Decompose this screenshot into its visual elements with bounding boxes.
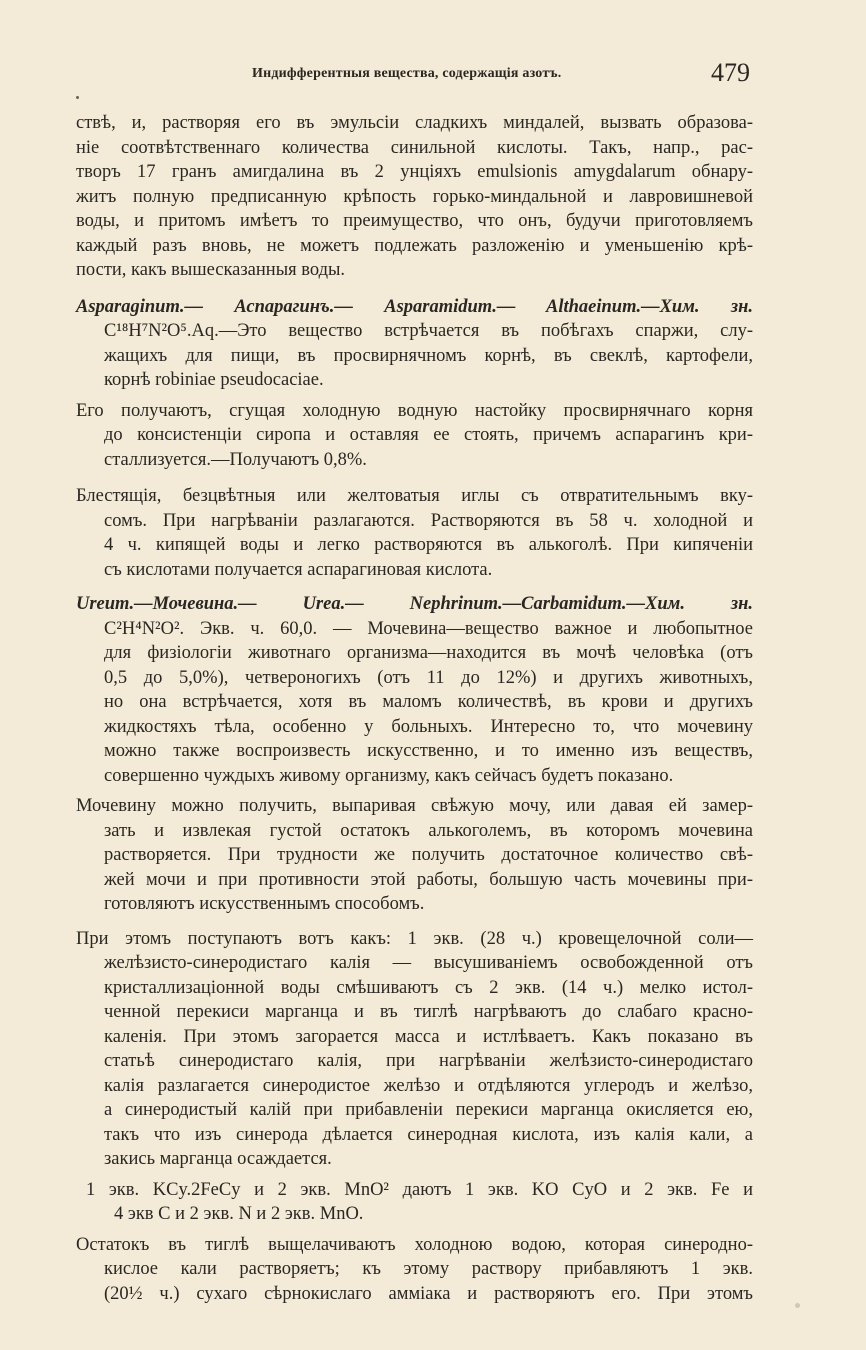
text-line: Мочевину можно получить, выпаривая свѣжую мочу, или давая ей замер-	[76, 796, 753, 816]
text-line: для физіологіи животнаго организма—находится въ мочѣ человѣка (отъ	[104, 643, 753, 663]
text-line: сомъ. При нагрѣваніи разлагаются. Растворяются въ 58 ч. холодной и	[104, 510, 753, 531]
text-line: желѣзисто-синеродистаго калія — высушиваніемъ освобожденной отъ	[104, 953, 753, 973]
text-line: пости, какъ вышесказанныя воды.	[76, 260, 346, 280]
equation-line: 4 экв C и 2 экв. N и 2 экв. MnO.	[114, 1204, 364, 1224]
text-line: такъ что изъ синерода дѣлается синеродная кислота, изъ калія кали, а	[104, 1124, 753, 1145]
text-line: кислое кали растворяетъ; къ этому раствору прибавляютъ 1 экв.	[104, 1259, 753, 1279]
text-line: статьѣ синеродистаго калія, при нагрѣваніи желѣзисто-синеродистаго	[104, 1051, 753, 1071]
page-body	[76, 111, 753, 1319]
text-line: житъ полную предписанную крѣпость горько-миндальной и лавровишневой	[76, 186, 753, 207]
text-line: каждый разъ вновь, не можетъ подлежать разложенію и уменьшенію крѣ-	[76, 235, 753, 256]
text-line: корнѣ robiniae pseudocaciae.	[104, 370, 324, 390]
page-number: 479	[711, 58, 750, 87]
text-line: C²H⁴N²O². Экв. ч. 60,0. — Мочевина—вещество важное и любопытное	[104, 618, 753, 639]
text-line: зать и извлекая густой остатокъ алькоголемъ, въ которомъ мочевина	[104, 820, 753, 841]
entry-heading: Ureum.—Мочевина.— Urea.— Nephrinum.—Carbamidum.—Хим. зн.	[76, 594, 753, 614]
text-line: ченной перекиси марганца и въ тиглѣ нагрѣваютъ до слабаго красно-	[104, 1002, 753, 1022]
text-line: до консистенціи сиропа и оставляя ее стоять, причемъ аспарагинъ кри-	[104, 425, 753, 445]
text-line: а синеродистый калій при прибавленіи перекиси марганца окисляется ею,	[104, 1100, 753, 1120]
paragraph-urea-synthesis	[76, 927, 753, 1172]
paragraph-equation	[76, 1178, 753, 1227]
paragraph-asparagine-heading	[76, 295, 753, 393]
paragraph-asparagine-preparation	[76, 399, 753, 473]
text-line: закись марганца осаждается.	[104, 1149, 332, 1169]
text-line: воды, и притомъ имѣетъ то преимущество, что онъ, будучи приготовляемъ	[76, 211, 753, 231]
ink-speck	[76, 96, 79, 99]
text-line: ніе соотвѣтственнаго количества синильной кислоты. Такъ, напр., рас-	[76, 137, 753, 158]
text-line: Остатокъ въ тиглѣ выщелачиваютъ холодною водою, которая синеродно-	[76, 1234, 753, 1255]
text-line: ствѣ, и, растворяя его въ эмульсіи сладкихъ миндалей, вызвать образова-	[76, 113, 753, 133]
text-line: совершенно чуждыхъ живому организму, какъ сейчасъ будетъ показано.	[104, 765, 674, 786]
text-line: жидкостяхъ тѣла, особенно у больныхъ. Интересно то, что мочевину	[104, 716, 753, 737]
text-line: жащихъ для пищи, въ просвирнячномъ корнѣ, въ свеклѣ, картофели,	[104, 345, 753, 366]
text-line: можно также воспроизвесть искусственно, и то именно изъ веществъ,	[104, 741, 753, 761]
text-line: съ кислотами получается аспарагиновая кислота.	[104, 559, 493, 580]
paper-speck	[795, 1303, 800, 1308]
text-line: кристаллизаціонной воды смѣшиваютъ съ 2 экв. (14 ч.) мелко истол-	[104, 977, 753, 998]
text-line: творъ 17 гранъ амигдалина въ 2 унціяхъ emulsionis amygdalarum обнару-	[76, 162, 753, 182]
text-line: готовляютъ искусственнымъ способомъ.	[104, 894, 425, 914]
paragraph-residue	[76, 1233, 753, 1307]
text-line: (20½ ч.) сухаго сѣрнокислаго аммiака и растворяютъ его. При этомъ	[104, 1283, 753, 1304]
equation-line: 1 экв. KCy.2FeCy и 2 экв. MnO² даютъ 1 экв. KO CyO и 2 экв. Fe и	[86, 1179, 753, 1200]
page-header	[0, 58, 866, 88]
paragraph-urea-heading	[76, 592, 753, 788]
text-line: 4 ч. кипящей воды и легко растворяются въ алькоголѣ. При кипяченіи	[104, 535, 753, 555]
text-line: сталлизуется.—Получаютъ 0,8%.	[104, 449, 367, 470]
text-line: 0,5 до 5,0%), четвероногихъ (отъ 11 до 12%) и другихъ животныхъ,	[104, 667, 753, 688]
running-head: Индифферентныя вещества, содержащія азотъ.	[252, 66, 562, 81]
entry-heading: Asparaginum.— Аспарагинъ.— Asparamidum.— Althaeinum.—Хим. зн.	[76, 296, 753, 317]
text-line: При этомъ поступаютъ вотъ какъ: 1 экв. (28 ч.) кровещелочной соли—	[76, 928, 753, 949]
text-line: но она встрѣчается, хотя въ маломъ количествѣ, въ крови и другихъ	[104, 692, 753, 712]
text-line: Блестящія, безцвѣтныя или желтоватыя иглы съ отвратительнымъ вку-	[76, 486, 753, 506]
text-line: C¹⁸H⁷N²O⁵.Aq.—Это вещество встрѣчается въ побѣгахъ спаржи, слу-	[104, 321, 753, 341]
text-line: Его получаютъ, сгущая холодную водную настойку просвирнячнаго корня	[76, 400, 753, 421]
text-line: растворяется. При трудности же получить достаточное количество свѣ-	[104, 845, 753, 865]
paragraph-urea-preparation	[76, 794, 753, 917]
text-line: калія разлагается синеродистое желѣзо и отдѣляются углеродъ и желѣзо,	[104, 1075, 753, 1096]
paragraph-asparagine-properties	[76, 484, 753, 582]
text-line: жей мочи и при противности этой работы, большую часть мочевины при-	[104, 869, 753, 890]
paragraph-amygdalin-end	[76, 111, 753, 283]
text-line: каленія. При этомъ загорается масса и истлѣваетъ. Какъ показано въ	[104, 1026, 753, 1047]
